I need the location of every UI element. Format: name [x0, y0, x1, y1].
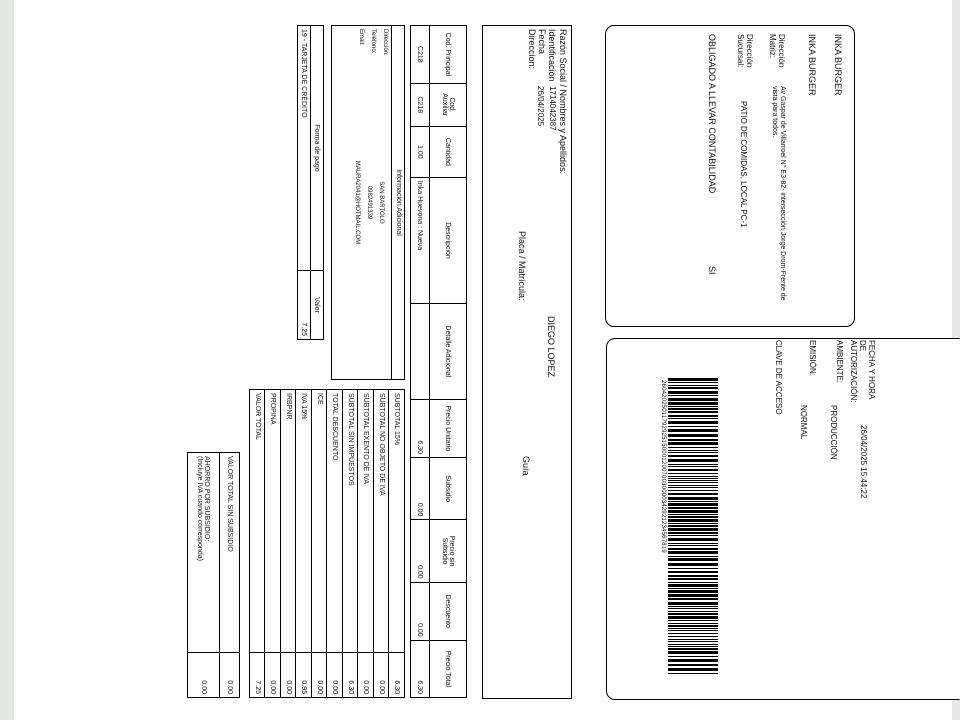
info-value: SAN BARTOLO [378, 181, 384, 224]
items-header-cell: Subsidio [430, 458, 467, 520]
info-value: MAURA2041@HOTMAIL.COM [354, 160, 360, 245]
barcode-bar [668, 625, 718, 627]
items-cell [411, 304, 430, 400]
barcode-bar [668, 469, 718, 471]
barcode-bar [668, 582, 718, 583]
barcode-bar [668, 639, 718, 640]
plate-label: Placa / Matrícula: [517, 231, 527, 301]
barcode-bar [668, 543, 718, 544]
barcode-bar [668, 493, 718, 495]
items-cell: 1.00 [411, 126, 430, 177]
barcode-bar [668, 633, 718, 634]
barcode-bar [668, 450, 718, 451]
barcode-bar [668, 473, 718, 474]
barcode-bar [668, 516, 718, 518]
barcode-bar [668, 439, 718, 441]
barcode-bar [668, 503, 718, 506]
subsidy-total-value: 0.00 [220, 653, 240, 698]
barcode-bar [668, 514, 718, 515]
payment-table [297, 25, 324, 340]
matrix-address: Av Gaspar de Villarroel N° E3-82- intersección Jorge Drom-Frente de vista para todos. [770, 86, 786, 301]
totals-label: VALOR TOTAL [250, 390, 266, 653]
barcode-bar [668, 656, 718, 657]
barcode-bar [668, 485, 718, 486]
barcode-bar [668, 434, 718, 437]
barcode-bar [668, 668, 718, 671]
items-cell: C218 [411, 83, 430, 126]
barcode-bar [668, 402, 718, 405]
items-header-cell: Cod. Principal [430, 26, 467, 84]
totals-row [281, 390, 297, 698]
barcode-bar [668, 563, 718, 566]
barcode-bar [668, 482, 718, 483]
customer-date-label: Fecha [537, 29, 547, 55]
totals-label: PROPINA [265, 390, 281, 653]
totals-value: 0.00 [312, 653, 328, 698]
totals-value: 6.30 [389, 653, 405, 698]
barcode-bar [668, 528, 718, 531]
barcode-bar [668, 455, 718, 457]
barcode-bar [668, 466, 718, 467]
totals-value: 0.00 [327, 653, 343, 698]
barcode-bar [668, 556, 718, 557]
issuer-box [605, 25, 855, 327]
barcode-bar [668, 613, 718, 615]
barcode-bar [668, 588, 718, 589]
barcode-bar [668, 523, 718, 524]
access-key-label: CLAVE DE ACCESO [774, 340, 783, 415]
barcode-bar [668, 594, 718, 597]
items-header-cell: Precio Unitario [430, 399, 467, 457]
barcode-bar [668, 659, 718, 662]
barcode-bar [668, 391, 718, 394]
barcode-bar [668, 501, 718, 502]
items-header-cell: Descuento [430, 582, 467, 640]
items-header-cell: Precio Total [430, 640, 467, 697]
totals-row [265, 390, 281, 698]
items-row [411, 26, 430, 698]
barcode-bar [668, 628, 718, 629]
subsidy-savings-label: AHORRO POR SUBSIDIO: [203, 456, 211, 542]
barcode-bar [668, 538, 718, 541]
barcode-bar [668, 478, 718, 479]
totals-label: SUBTOTAL NO OBJETO DE IVA [374, 390, 390, 653]
barcode-bar [668, 608, 718, 609]
items-header-cell: Cod. Auxiliar [430, 83, 467, 126]
barcode-bar [668, 487, 718, 488]
access-key-barcode [668, 378, 718, 678]
environment-value: PRODUCCIÓN [829, 405, 838, 460]
totals-row [312, 390, 328, 698]
barcode-bar [668, 378, 718, 381]
emission-value: NORMAL [799, 405, 808, 440]
barcode-bar [668, 490, 718, 491]
barcode-bar [668, 421, 718, 424]
customer-id-label: Identificación [547, 29, 557, 82]
barcode-bar [668, 426, 718, 427]
barcode-bar [668, 664, 718, 666]
barcode-bar [668, 507, 718, 509]
totals-row [374, 390, 390, 698]
totals-label: SUBTOTAL 15% [389, 390, 405, 653]
barcode-bar [668, 568, 718, 569]
items-header-row [430, 26, 467, 698]
barcode-bar [668, 578, 718, 580]
additional-info-box [331, 25, 405, 380]
barcode-bar [668, 548, 718, 550]
customer-date: 26/04/2025 [536, 86, 545, 127]
barcode-bar [668, 447, 718, 448]
totals-row [327, 390, 343, 698]
barcode-bar [668, 510, 718, 513]
barcode-bar [668, 387, 718, 389]
barcode-bar [668, 644, 718, 645]
subsidy-savings-note: (Incluye IVA cuando corresponda) [196, 456, 204, 561]
barcode-bar [668, 429, 718, 432]
branch-address-label: Dirección Sucursal: [735, 34, 754, 68]
barcode-bar [668, 525, 718, 527]
barcode-bar [668, 648, 718, 650]
items-cell: 0.00 [411, 582, 430, 640]
barcode-bar [668, 620, 718, 621]
payment-method: 19 - TARJETA DE CRÉDITO [298, 26, 311, 271]
barcode-bar [668, 464, 718, 465]
items-table [410, 25, 467, 698]
barcode-bar [668, 651, 718, 654]
customer-id: 1714042387 [548, 86, 557, 131]
items-cell: C218 [411, 26, 430, 84]
items-header-cell: Cantidad [430, 126, 467, 177]
items-cell: 6.30 [411, 399, 430, 457]
authorization-date-label: FECHA Y HORA DE AUTORIZACIÓN: [848, 340, 876, 403]
guide-label: Guía [521, 456, 531, 476]
totals-label: TOTAL DESCUENTO [327, 390, 343, 653]
barcode-bar [668, 459, 718, 462]
barcode-bar [668, 382, 718, 383]
barcode-bar [668, 673, 718, 674]
totals-row [389, 390, 405, 698]
totals-value: 0.00 [374, 653, 390, 698]
payment-method-header: Forma de pago [311, 26, 324, 271]
barcode-bar [668, 575, 718, 577]
barcode-bar [668, 636, 718, 637]
barcode-bar [668, 545, 718, 546]
totals-table [249, 389, 405, 698]
totals-value: 7.25 [250, 653, 266, 698]
barcode-bar [668, 535, 718, 536]
branch-address: PATIO DE COMIDAS, LOCAL PC-1 [739, 101, 748, 228]
barcode-bar [668, 519, 718, 522]
subsidy-table [187, 452, 240, 698]
barcode-bar [668, 630, 718, 631]
barcode-bar [668, 476, 718, 477]
customer-name: DIEGO LOPEZ [546, 316, 556, 378]
info-label: Dirección: [382, 29, 388, 56]
barcode-bar [668, 590, 718, 593]
barcode-bar [668, 395, 718, 396]
totals-label: SUBTOTAL SIN IMPUESTOS [343, 390, 359, 653]
items-cell: 6.30 [411, 640, 430, 697]
barcode-bar [668, 598, 718, 600]
items-cell: Inka Huevona : Nueva [411, 177, 430, 303]
barcode-bar [668, 584, 718, 587]
barcode-bar [668, 616, 718, 619]
totals-value: 0.00 [265, 653, 281, 698]
customer-box [482, 25, 572, 699]
totals-value: 0.00 [281, 653, 297, 698]
barcode-bar [668, 408, 718, 410]
barcode-bar [668, 415, 718, 417]
barcode-bar [668, 606, 718, 607]
barcode-bar [668, 532, 718, 534]
totals-label: IVA 15% [296, 390, 312, 653]
barcode-bar [668, 418, 718, 419]
matrix-address-label: Dirección Matriz: [767, 34, 786, 68]
barcode-bar [668, 551, 718, 554]
totals-row [343, 390, 359, 698]
info-label: Teléfono: [370, 29, 376, 54]
barcode-bar [668, 497, 718, 500]
items-header-cell: Precio sin Subsidio [430, 520, 467, 582]
additional-info-title: Información Adicional [395, 169, 402, 236]
subsidy-total-label: VALOR TOTAL SIN SUBSIDIO [220, 453, 240, 653]
barcode-bar [668, 385, 718, 386]
barcode-bar [668, 623, 718, 624]
info-label: Email: [358, 29, 364, 46]
items-body [411, 26, 430, 698]
barcode-bar [668, 452, 718, 453]
customer-address-label: Direccion: [527, 29, 537, 70]
payment-value: 7.25 [298, 271, 311, 340]
accounting-value: SI [707, 266, 717, 275]
barcode-bar [668, 641, 718, 642]
barcode-bar [668, 611, 718, 612]
customer-name-label: Razón Social / Nombres y Apellidos: [558, 29, 568, 175]
barcode-bar [668, 442, 718, 445]
items-cell: 0.00 [411, 458, 430, 520]
authorization-date: 26/04/2025 15:44:22 [859, 425, 868, 499]
items-cell: 0.00 [411, 520, 430, 582]
issuer-trade-name: INKA BURGER [807, 34, 817, 96]
totals-label: IRBPNR [281, 390, 297, 653]
totals-label: SUBTOTAL EXENTO DE IVA [358, 390, 374, 653]
barcode-bar [668, 480, 718, 481]
totals-row [250, 390, 266, 698]
totals-value: 6.30 [343, 653, 359, 698]
barcode-bar [668, 558, 718, 561]
barcode-bar [668, 411, 718, 413]
totals-value: 0.95 [296, 653, 312, 698]
totals-value: 0.00 [358, 653, 374, 698]
totals-label: ICE [312, 390, 328, 653]
environment-label: AMBIENTE: [835, 340, 844, 384]
subsidy-savings-cell [188, 453, 220, 653]
emission-label: EMISIÓN: [808, 340, 817, 377]
subsidy-savings-value: 0.00 [188, 653, 220, 698]
barcode-bar [668, 398, 718, 401]
items-header-cell: Descripción [430, 177, 467, 303]
barcode-bar [668, 602, 718, 605]
accounting-label: OBLIGADO A LLEVAR CONTABILIDAD [707, 34, 717, 194]
totals-row [358, 390, 374, 698]
payment-value-header: Valor [311, 271, 324, 340]
barcode-bar [668, 571, 718, 573]
access-key-number: 2604202501179292515000120070030000342921234567819 [660, 380, 666, 553]
issuer-business-name: INKA BURGER [833, 34, 843, 96]
totals-row [296, 390, 312, 698]
info-value: 0982491339 [366, 185, 372, 220]
barcode-bar [668, 406, 718, 407]
barcode-bar [668, 646, 718, 647]
items-header-cell: Detalle Adicional [430, 304, 467, 400]
